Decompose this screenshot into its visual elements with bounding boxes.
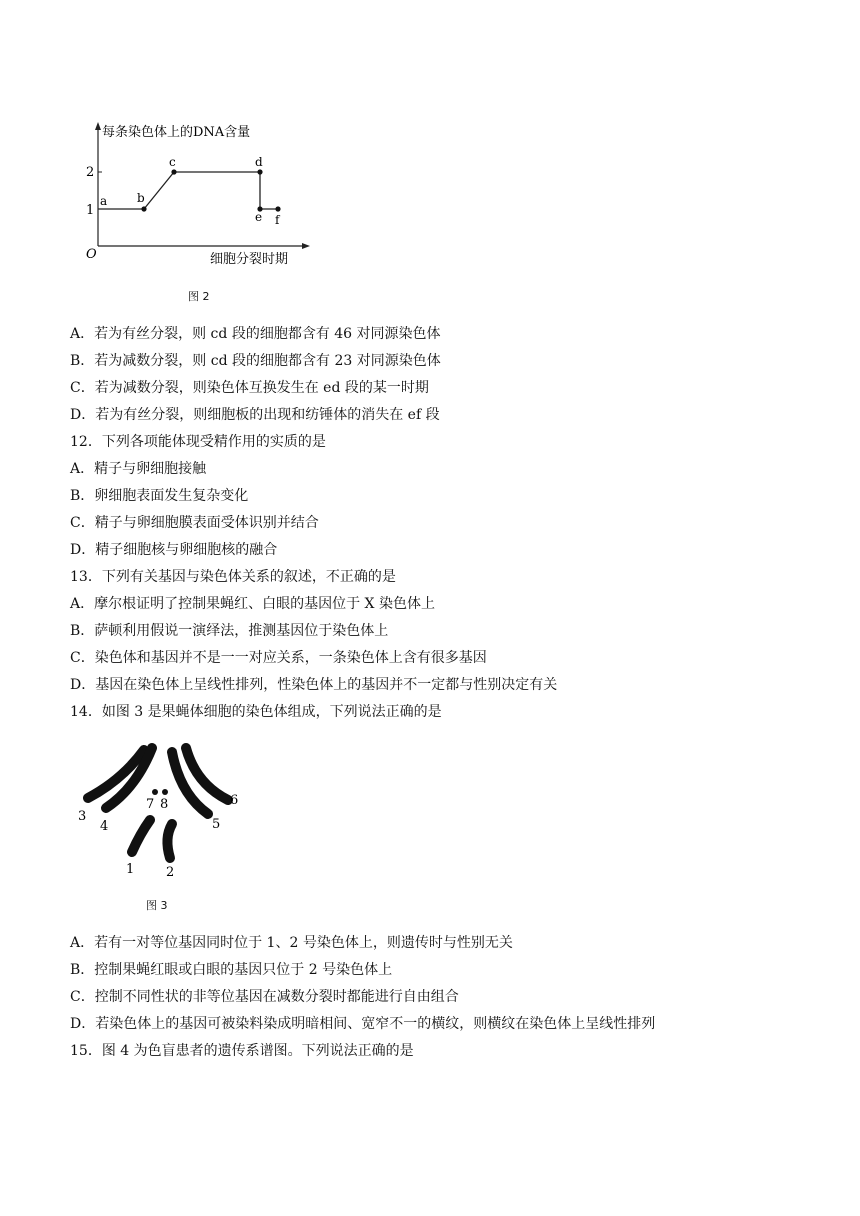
y-tick-1: 1	[86, 203, 95, 218]
chromosome-2	[167, 824, 172, 858]
point-d	[257, 169, 262, 174]
q11-option-a: A．若为有丝分裂，则 cd 段的细胞都含有 46 对同源染色体	[70, 326, 441, 342]
point-f	[275, 206, 280, 211]
label-e: e	[255, 210, 263, 224]
q13-option-b: B．萨顿利用假说一演绎法，推测基因位于染色体上	[70, 623, 389, 639]
q15-stem: 15．图 4 为色盲患者的遗传系谱图。下列说法正确的是	[70, 1043, 414, 1059]
origin-label: O	[86, 247, 97, 262]
chromosome-7	[152, 789, 158, 795]
q12-option-b: B．卵细胞表面发生复杂变化	[70, 488, 249, 504]
q12-option-d: D．精子细胞核与卵细胞核的融合	[70, 542, 278, 558]
label-7: 7	[146, 797, 155, 812]
label-c: c	[169, 155, 176, 169]
x-axis-label: 细胞分裂时期	[210, 252, 289, 267]
q12-option-c: C．精子与卵细胞膜表面受体识别并结合	[70, 515, 319, 531]
label-3: 3	[78, 809, 87, 824]
label-2: 2	[166, 865, 175, 880]
figure-3-chromosomes	[74, 740, 250, 880]
q14-option-d: D．若染色体上的基因可被染料染成明暗相间、宽窄不一的横纹，则横纹在染色体上呈线性排列	[70, 1016, 656, 1032]
label-f: f	[275, 213, 280, 227]
point-b	[141, 206, 146, 211]
chromosome-1	[132, 820, 150, 852]
q13-option-a: A．摩尔根证明了控制果蝇红、白眼的基因位于 X 染色体上	[70, 596, 435, 612]
figure-2-caption: 图 2	[188, 290, 210, 303]
label-8: 8	[160, 797, 169, 812]
figure-2-graph	[82, 118, 322, 273]
q12-option-a: A．精子与卵细胞接触	[70, 461, 207, 477]
label-a: a	[100, 194, 108, 208]
q14-option-c: C．控制不同性状的非等位基因在减数分裂时都能进行自由组合	[70, 989, 459, 1005]
q11-option-b: B．若为减数分裂，则 cd 段的细胞都含有 23 对同源染色体	[70, 353, 441, 369]
q13-stem: 13．下列有关基因与染色体关系的叙述，不正确的是	[70, 569, 396, 585]
label-5: 5	[212, 817, 221, 832]
x-axis-arrow	[302, 243, 310, 249]
label-6: 6	[230, 793, 239, 808]
q11-option-c: C．若为减数分裂，则染色体互换发生在 ed 段的某一时期	[70, 380, 429, 396]
q12-stem: 12．下列各项能体现受精作用的实质的是	[70, 434, 326, 450]
q14-option-a: A．若有一对等位基因同时位于 1、2 号染色体上，则遗传时与性别无关	[70, 935, 513, 951]
point-c	[171, 169, 176, 174]
y-tick-2: 2	[86, 165, 95, 180]
chromosome-8	[162, 789, 168, 795]
label-d: d	[255, 155, 263, 169]
y-axis-label: 每条染色体上的DNA含量	[102, 125, 251, 140]
dna-content-line	[98, 172, 260, 209]
label-b: b	[137, 191, 145, 205]
label-4: 4	[100, 819, 109, 834]
q14-option-b: B．控制果蝇红眼或白眼的基因只位于 2 号染色体上	[70, 962, 393, 978]
figure-3-caption: 图 3	[146, 899, 168, 912]
y-axis-arrow	[95, 122, 101, 130]
q14-stem: 14．如图 3 是果蝇体细胞的染色体组成，下列说法正确的是	[70, 704, 442, 720]
q13-option-d: D．基因在染色体上呈线性排列，性染色体上的基因并不一定都与性别决定有关	[70, 677, 558, 693]
q11-option-d: D．若为有丝分裂，则细胞板的出现和纺锤体的消失在 ef 段	[70, 407, 440, 423]
q13-option-c: C．染色体和基因并不是一一对应关系，一条染色体上含有很多基因	[70, 650, 487, 666]
label-1: 1	[126, 862, 135, 877]
